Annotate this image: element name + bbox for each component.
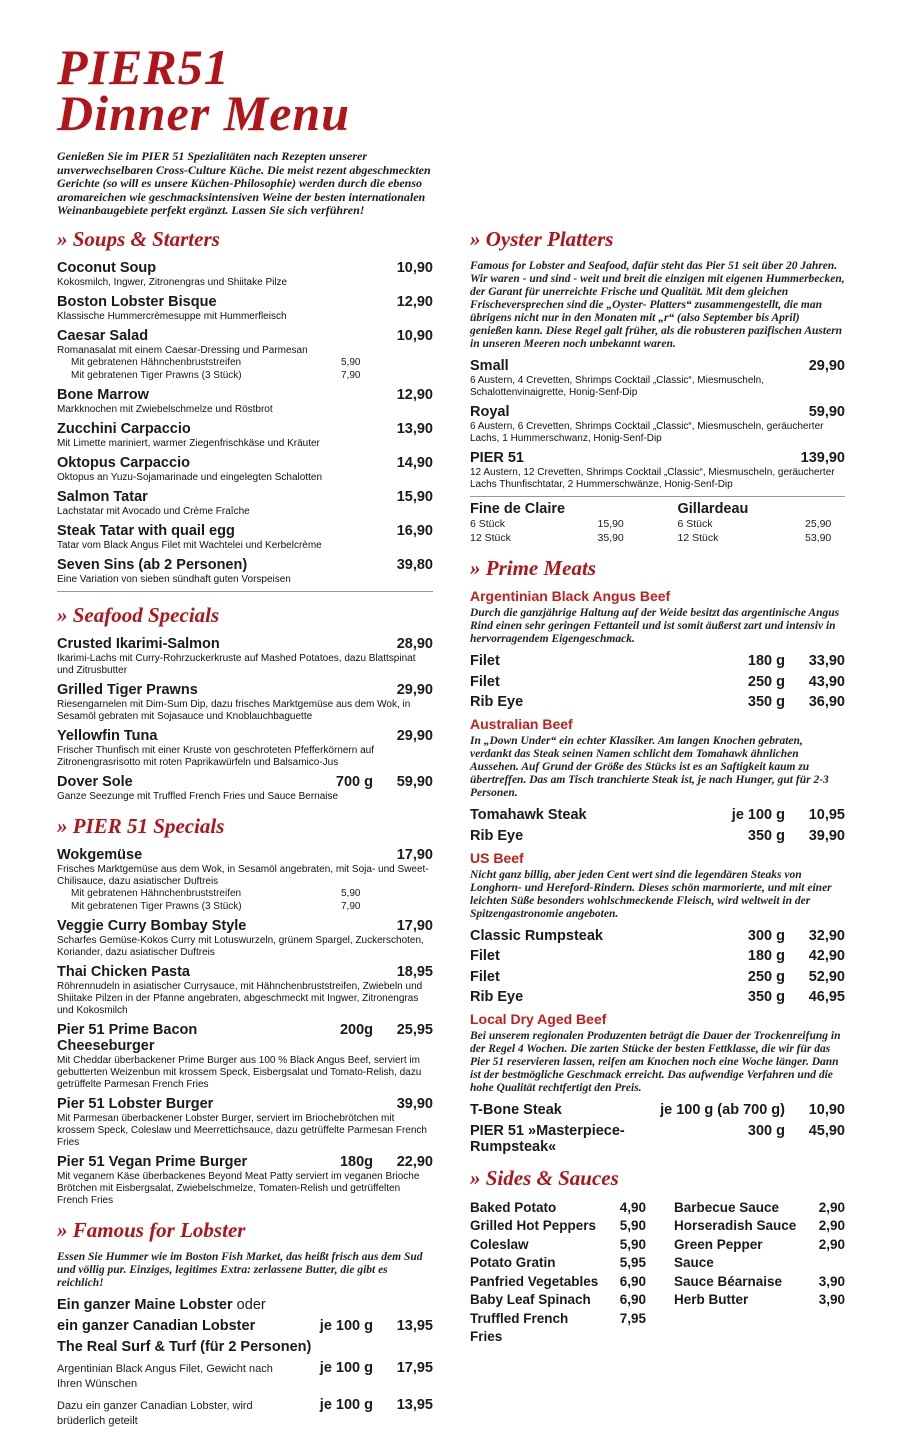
oyster-variant-name: Fine de Claire (470, 501, 566, 517)
item-price: 13,95 (396, 1318, 433, 1334)
menu-section (57, 604, 433, 803)
item-price: 17,95 (396, 1360, 433, 1376)
oyster-qty: 6 Stück (677, 518, 713, 530)
item-name: Rib Eye (470, 827, 524, 844)
side-price: 2,90 (818, 1218, 845, 1233)
item-name: Classic Rumpsteak (470, 927, 603, 944)
item-name: PIER 51 (470, 450, 524, 466)
item-name: The Real Surf & Turf (für 2 Personen) (57, 1339, 312, 1355)
item-name: Veggie Curry Bombay Style (57, 918, 247, 934)
sub-item (57, 901, 433, 914)
item-price: 32,90 (808, 927, 845, 944)
menu-item (57, 260, 433, 289)
item-weight: je 100 g (731, 807, 785, 823)
item-price: 45,90 (808, 1122, 845, 1139)
item-price: 16,90 (396, 523, 433, 539)
menu-item (470, 807, 845, 823)
item-price: 59,90 (808, 404, 845, 420)
item-price: 139,90 (800, 450, 845, 466)
item-price: 39,90 (808, 827, 845, 844)
oyster-variant (470, 501, 638, 545)
side-name: Horseradish Sauce (674, 1218, 797, 1233)
menu-item (470, 358, 845, 399)
oyster-qty: 12 Stück (470, 531, 511, 544)
oyster-price-row (470, 532, 638, 546)
side-name: Potato Gratin (470, 1255, 556, 1270)
menu-item (470, 694, 845, 710)
side-price: 2,90 (818, 1236, 845, 1252)
item-price: 15,90 (396, 489, 433, 505)
item-price: 28,90 (396, 636, 433, 652)
item-name: Ein ganzer Maine Lobster (57, 1297, 233, 1313)
item-weight: 300 g (747, 927, 785, 944)
oyster-price-table (470, 501, 845, 545)
item-description: Eine Variation von sieben sündhaft guten Vorspeisen (57, 574, 291, 585)
sides-column (470, 1199, 646, 1347)
item-weight: 180g (339, 1154, 373, 1170)
item-price: 52,90 (808, 968, 845, 985)
section-note: In „Down Under“ ein echter Klassiker. Am langen Knochen gebraten, verdankt das Steak seinen Namen schlicht dem Tomahawk ähnlichen Aussehen. Auf Grund der Größe des Stücks ist es an Saftigkeit kaum zu übertreffen. Das am Tisch tranchierte Steak ist, je nach Hunger, gut für 2-3 Personen. (470, 735, 829, 799)
sub-item (57, 370, 433, 383)
item-weight: 350 g (747, 827, 785, 844)
menu-item (57, 774, 433, 803)
item-name: Filet (470, 948, 500, 964)
item-name: Caesar Salad (57, 328, 149, 344)
item-price: 10,95 (808, 807, 845, 823)
side-row (674, 1236, 845, 1273)
menu-section (470, 228, 845, 545)
item-price: 12,90 (396, 294, 433, 310)
menu-item (57, 682, 433, 723)
menu-item (57, 1360, 433, 1392)
menu-item (57, 421, 433, 450)
item-description: 6 Austern, 6 Crevetten, Shrimps Cocktail „Classic“, Miesmuscheln, geräucherter Lachs, 1 Hummerschwanz, Honig-Senf-Dip (470, 421, 824, 444)
side-price: 5,90 (619, 1236, 646, 1252)
side-name: Herb Butter (674, 1292, 749, 1307)
item-price: 43,90 (808, 673, 845, 690)
item-name: Argentinian Black Angus Filet, Gewicht nach Ihren Wünschen (57, 1363, 273, 1390)
item-weight: 300 g (747, 1122, 785, 1139)
menu-item (57, 387, 433, 416)
sides-price-list (470, 1199, 845, 1347)
side-name: Truffled French Fries (470, 1310, 569, 1344)
side-row (674, 1217, 845, 1236)
side-name: Panfried Vegetables (470, 1273, 599, 1289)
item-description: Tatar vom Black Angus Filet mit Wachtelei und Kerbelcrème (57, 540, 322, 551)
side-price: 7,95 (619, 1310, 646, 1326)
item-description: 12 Austern, 12 Crevetten, Shrimps Cocktail „Classic“, Miesmuscheln, geräucherter Lachs Thunfischtatar, 2 Hummerschwänze, Honig-Senf-Dip (470, 467, 835, 490)
item-weight: 350 g (747, 989, 785, 1005)
item-name: Coconut Soup (57, 260, 157, 276)
item-description: Romanasalat mit einem Caesar-Dressing und Parmesan (57, 345, 308, 356)
item-weight: je 100 g (ab 700 g) (660, 1102, 785, 1118)
item-name: Filet (470, 968, 500, 985)
side-row (470, 1291, 646, 1310)
oyster-price-row (470, 518, 638, 532)
item-name: Filet (470, 653, 500, 669)
oyster-price: 53,90 (805, 531, 832, 544)
meat-subheading: Australian Beef (470, 716, 573, 732)
item-name: Tomahawk Steak (470, 807, 587, 823)
item-name: Pier 51 Vegan Prime Burger (57, 1154, 248, 1170)
menu-item (57, 294, 433, 323)
section-heading: » Sides & Sauces (470, 1165, 619, 1190)
item-description: Kokosmilch, Ingwer, Zitronengras und Shiitake Pilze (57, 277, 288, 288)
menu-item (57, 557, 433, 586)
section-heading: » Seafood Specials (57, 603, 220, 627)
item-description: Oktopus an Yuzu-Sojamarinade und eingelegten Schalotten (57, 472, 323, 483)
item-name: Crusted Ikarimi-Salmon (57, 636, 220, 652)
item-description: 6 Austern, 4 Crevetten, Shrimps Cocktail „Classic“, Miesmuscheln, Schalottenvinaigrette, Honig-Senf-Dip (470, 375, 764, 398)
item-name-suffix: oder (232, 1297, 266, 1313)
side-row (470, 1217, 646, 1236)
menu-item (57, 1022, 433, 1091)
menu-item (470, 1102, 845, 1118)
menu-item (470, 674, 845, 690)
item-description: Klassische Hummercrèmesuppe mit Hummerfleisch (57, 311, 287, 322)
item-name: Rib Eye (470, 694, 524, 710)
oyster-price-row (678, 518, 846, 532)
oyster-price: 15,90 (597, 518, 624, 530)
section-heading: » Soups & Starters (57, 227, 220, 251)
item-name: Pier 51 Prime Bacon Cheeseburger (57, 1022, 198, 1054)
item-name: Royal (470, 404, 510, 420)
sub-item-label: Mit gebratenen Tiger Prawns (3 Stück) (71, 900, 242, 912)
menu-intro: Genießen Sie im PIER 51 Spezialitäten nach Rezepten unserer unverwechselbaren Cross-Culture Küche. Die meist rezent abgeschmeckten Gerichte (so will es unsere Küchen-Philosophie) werden durch die ebenso aromareichen wie geschmacksintensiven Weine der besten internationalen Weinanbaugebiete perfekt ergänzt. Lassen Sie sich verführen! (57, 149, 431, 217)
menu-item (57, 489, 433, 518)
item-name: Grilled Tiger Prawns (57, 682, 198, 698)
menu-section (470, 1167, 845, 1347)
section-note: Bei unserem regionalen Produzenten beträgt die Dauer der Trockenreifung in der Regel 4 Wochen. Die zarten Stücke der besten Fettklasse, die wir für das Pier 51 reservieren lassen, reifen am Knochen noch eine Woche länger. Dann ist der bestmögliche Geschmack erreicht. Das aufwendige Verfahren und die hohe Qualität rechtfertigt den Preis. (470, 1030, 841, 1094)
side-price: 5,90 (619, 1218, 646, 1233)
sub-item-label: Mit gebratenen Hähnchenbruststreifen (71, 888, 242, 899)
item-price: 22,90 (396, 1154, 433, 1170)
menu-item (470, 828, 845, 844)
sub-item-price: 7,90 (341, 900, 361, 912)
side-row (470, 1236, 646, 1255)
section-note: Famous for Lobster and Seafood, dafür steht das Pier 51 seit über 20 Jahren. Wir waren - und sind - weit und breit die einzigen mit eigenen Hummerbecken, der Garant für unerreichte Frische und Qualität. Mit dem gleichen Frischeversprechen sind die „Oyster- Platters“ zusammengestellt, die man übrigens nicht nur in den Monaten mit „r“ (also September bis April) genießen kann. Diese Regel galt früher, als die robusteren pazifischen Austern in unseren Meeren noch unbekannt waren. (470, 260, 845, 350)
menu-item (470, 928, 845, 944)
item-name: Oktopus Carpaccio (57, 455, 190, 471)
side-row (470, 1199, 646, 1218)
section-heading: » Oyster Platters (470, 227, 614, 251)
item-weight: je 100 g (319, 1397, 373, 1413)
oyster-qty: 12 Stück (677, 531, 719, 544)
item-description: Frischer Thunfisch mit einer Kruste von geschroteten Pfefferkörnern auf Zitronengrasrisotto mit roten Paprikawürfeln und Balsamico-Jus (57, 745, 375, 768)
sides-column (674, 1199, 845, 1347)
menu-item (57, 1397, 433, 1429)
item-name: Rib Eye (470, 989, 524, 1005)
item-name: Yellowfin Tuna (57, 728, 158, 744)
item-price: 13,90 (396, 421, 433, 437)
side-name: Grilled Hot Peppers (470, 1218, 597, 1233)
menu-subtitle: Dinner Menu (57, 85, 351, 141)
side-price: 6,90 (619, 1292, 646, 1307)
side-price: 3,90 (818, 1273, 845, 1289)
item-name: Bone Marrow (57, 387, 149, 403)
oyster-variant (678, 501, 846, 545)
item-price: 29,90 (396, 728, 433, 744)
side-row (674, 1199, 845, 1218)
item-description: Ganze Seezunge mit Truffled French Fries und Sauce Bernaise (57, 791, 339, 802)
menu-item (57, 1339, 433, 1355)
item-price: 18,95 (396, 964, 433, 980)
item-name: Thai Chicken Pasta (57, 964, 190, 980)
item-description: Markknochen mit Zwiebelschmelze und Röstbrot (57, 404, 273, 415)
item-name: Dover Sole (57, 774, 133, 790)
menu-item (470, 653, 845, 669)
item-description: Riesengarnelen mit Dim-Sum Dip, dazu frisches Marktgemüse aus dem Wok, in Sesamöl gebraten mit Sojasauce und Knoblauchbaguette (57, 699, 411, 722)
sub-item (57, 888, 433, 901)
item-weight: 180 g (747, 948, 785, 964)
menu-item (57, 1297, 433, 1313)
oyster-variant-name: Gillardeau (677, 501, 749, 517)
item-description: Mit Parmesan überbackener Lobster Burger, serviert im Briochebrötchen mit krossem Speck, Coleslaw und Meerrettichsauce, dazu getrüffelte Parmesan French Fries (57, 1113, 427, 1148)
item-name: Wokgemüse (57, 847, 143, 863)
side-row (674, 1273, 845, 1292)
side-row (470, 1254, 646, 1273)
meat-subheading: Argentinian Black Angus Beef (470, 588, 671, 604)
menu-item (57, 328, 433, 382)
menu-item (57, 1318, 433, 1334)
item-weight: 700 g (335, 774, 373, 790)
side-price: 2,90 (818, 1199, 845, 1215)
item-weight: 350 g (747, 694, 785, 710)
side-row (470, 1273, 646, 1292)
item-weight: je 100 g (319, 1360, 373, 1376)
item-description: Mit veganem Käse überbackenes Beyond Meat Patty serviert im veganen Brioche Brötchen mit Eisbergsalat, Zwiebelschmelze, Tomaten-Relish und getrüffelten French Fries (57, 1171, 420, 1206)
item-price: 13,95 (396, 1397, 433, 1413)
meat-subheading: US Beef (470, 849, 524, 866)
item-weight: 180 g (747, 653, 785, 669)
item-weight: 200g (339, 1022, 373, 1038)
menu-item (470, 948, 845, 964)
item-description: Frisches Marktgemüse aus dem Wok, in Sesamöl angebraten, mit Soja- und Sweet-Chilisauce, dazu asiatischer Duftreis (57, 864, 429, 887)
menu-item (57, 455, 433, 484)
item-price: 25,95 (396, 1022, 433, 1038)
side-price: 5,95 (619, 1255, 646, 1270)
side-price: 4,90 (619, 1199, 646, 1215)
menu-section (57, 228, 433, 592)
item-price: 17,90 (396, 847, 433, 863)
sub-item-price: 5,90 (341, 888, 361, 899)
right-column (470, 228, 845, 1347)
oyster-qty: 6 Stück (470, 518, 506, 530)
item-description: Ikarimi-Lachs mit Curry-Rohrzuckerkruste auf Mashed Potatoes, dazu Blattspinat und Zitrusbutter (57, 653, 416, 676)
sub-item-price: 7,90 (341, 369, 361, 381)
menu-item (470, 450, 845, 491)
menu-section (57, 815, 433, 1207)
item-name: Dazu ein ganzer Canadian Lobster, wird brüderlich geteilt (57, 1400, 253, 1427)
side-name: Baby Leaf Spinach (470, 1292, 591, 1307)
menu-item (470, 969, 845, 985)
item-description: Mit Cheddar überbackener Prime Burger aus 100 % Black Angus Beef, serviert im gebutterten Weizenbun mit krossem Speck, Eisbergsalat und Tomato-Relish, dazu getrüffelte Parmesan French Fries (57, 1055, 422, 1090)
left-column (57, 228, 433, 1434)
side-name: Sauce Béarnaise (674, 1273, 783, 1289)
section-note: Essen Sie Hummer wie im Boston Fish Market, das heißt frisch aus dem Sud und völlig pur. Einziges, legitimes Extra: zerlassene Butter, die gibt es reichlich! (57, 1251, 423, 1289)
item-name: Pier 51 Lobster Burger (57, 1096, 214, 1112)
item-name: Boston Lobster Bisque (57, 294, 217, 310)
menu-item (57, 728, 433, 769)
item-price: 10,90 (808, 1102, 845, 1118)
item-price: 39,90 (396, 1096, 433, 1112)
item-price: 46,95 (808, 989, 845, 1005)
item-price: 39,80 (396, 557, 433, 573)
item-name: Filet (470, 673, 500, 690)
item-price: 10,90 (396, 260, 433, 276)
item-name: Salmon Tatar (57, 489, 148, 505)
item-price: 36,90 (808, 694, 845, 710)
menu-item (57, 523, 433, 552)
menu-item (57, 1154, 433, 1207)
item-description: Scharfes Gemüse-Kokos Curry mit Lotuswurzeln, grünem Spargel, Zuckerschoten, Koriander, dazu asiatischer Duftreis (57, 935, 424, 958)
menu-header (57, 39, 477, 218)
item-name: Seven Sins (ab 2 Personen) (57, 557, 248, 573)
side-row (674, 1291, 845, 1310)
side-price: 6,90 (619, 1273, 646, 1289)
oyster-price: 35,90 (597, 531, 624, 544)
item-price: 17,90 (396, 918, 433, 934)
side-name: Barbecue Sauce (674, 1199, 780, 1215)
section-note: Nicht ganz billig, aber jeden Cent wert sind die legendären Steaks von Longhorn- und Hereford-Rindern. Dieses schön marmorierte, und mit einer leichten Süße besonders wohlschmeckende Fleisch, wird weltweit in der Spitzengastronomie angeboten. (470, 868, 832, 920)
item-price: 29,90 (808, 358, 845, 374)
menu-item (57, 964, 433, 1017)
menu-section (470, 557, 845, 1155)
item-weight: 250 g (747, 968, 785, 985)
item-name: Zucchini Carpaccio (57, 421, 191, 437)
divider-line (57, 591, 433, 592)
sub-item-label: Mit gebratenen Hähnchenbruststreifen (71, 357, 242, 368)
item-weight: 250 g (747, 673, 785, 690)
menu-item (57, 636, 433, 677)
item-name: Steak Tatar with quail egg (57, 523, 235, 539)
item-description: Röhrennudeln in asiatischer Currysauce, mit Hähnchenbruststreifen, Zwiebeln und Shiitake Pilzen in der Pfanne angebraten, abgeschmeckt mit Ingwer, Zitronengras und Kokosmilch (57, 981, 423, 1016)
menu-brand-title: PIER51 (57, 39, 230, 95)
menu-item (57, 1096, 433, 1149)
section-heading: » Famous for Lobster (57, 1218, 246, 1242)
side-name: Green Pepper Sauce (674, 1236, 763, 1270)
item-name: Small (470, 358, 509, 374)
sub-item-label: Mit gebratenen Tiger Prawns (3 Stück) (71, 369, 242, 381)
menu-item (470, 404, 845, 445)
item-name: PIER 51 »Masterpiece-Rumpsteak« (470, 1122, 625, 1155)
item-price: 10,90 (396, 328, 433, 344)
item-price: 33,90 (808, 653, 845, 669)
side-price: 3,90 (818, 1292, 845, 1307)
item-description: Mit Limette mariniert, warmer Ziegenfrischkäse und Kräuter (57, 438, 320, 449)
section-heading: » Prime Meats (470, 556, 596, 580)
menu-section (57, 1219, 433, 1429)
menu-item (470, 1123, 845, 1155)
item-price: 12,90 (396, 387, 433, 403)
item-price: 14,90 (396, 455, 433, 471)
sub-item (57, 357, 433, 370)
item-name: T-Bone Steak (470, 1102, 562, 1118)
oyster-price: 25,90 (805, 518, 832, 530)
side-name: Coleslaw (470, 1236, 529, 1252)
sub-item-price: 5,90 (341, 357, 361, 368)
item-description: Lachstatar mit Avocado und Crème Fraîche (57, 506, 250, 517)
menu-item (470, 989, 845, 1005)
item-name: ein ganzer Canadian Lobster (57, 1318, 256, 1334)
meat-subheading: Local Dry Aged Beef (470, 1011, 607, 1027)
item-price: 29,90 (396, 682, 433, 698)
side-name: Baked Potato (470, 1199, 557, 1215)
section-heading: » PIER 51 Specials (57, 814, 225, 838)
menu-item (57, 847, 433, 913)
item-weight: je 100 g (319, 1318, 373, 1334)
item-price: 42,90 (808, 948, 845, 964)
side-row (470, 1310, 646, 1347)
item-price: 59,90 (396, 774, 433, 790)
oyster-price-row (678, 532, 846, 546)
divider-line (470, 496, 845, 497)
menu-item (57, 918, 433, 959)
section-note: Durch die ganzjährige Haltung auf der Weide besitzt das argentinische Angus Rind einen sehr geringen Fettanteil und ist somit äußerst zart und intensiv in hervorragendem Eigengeschmack. (470, 607, 840, 645)
